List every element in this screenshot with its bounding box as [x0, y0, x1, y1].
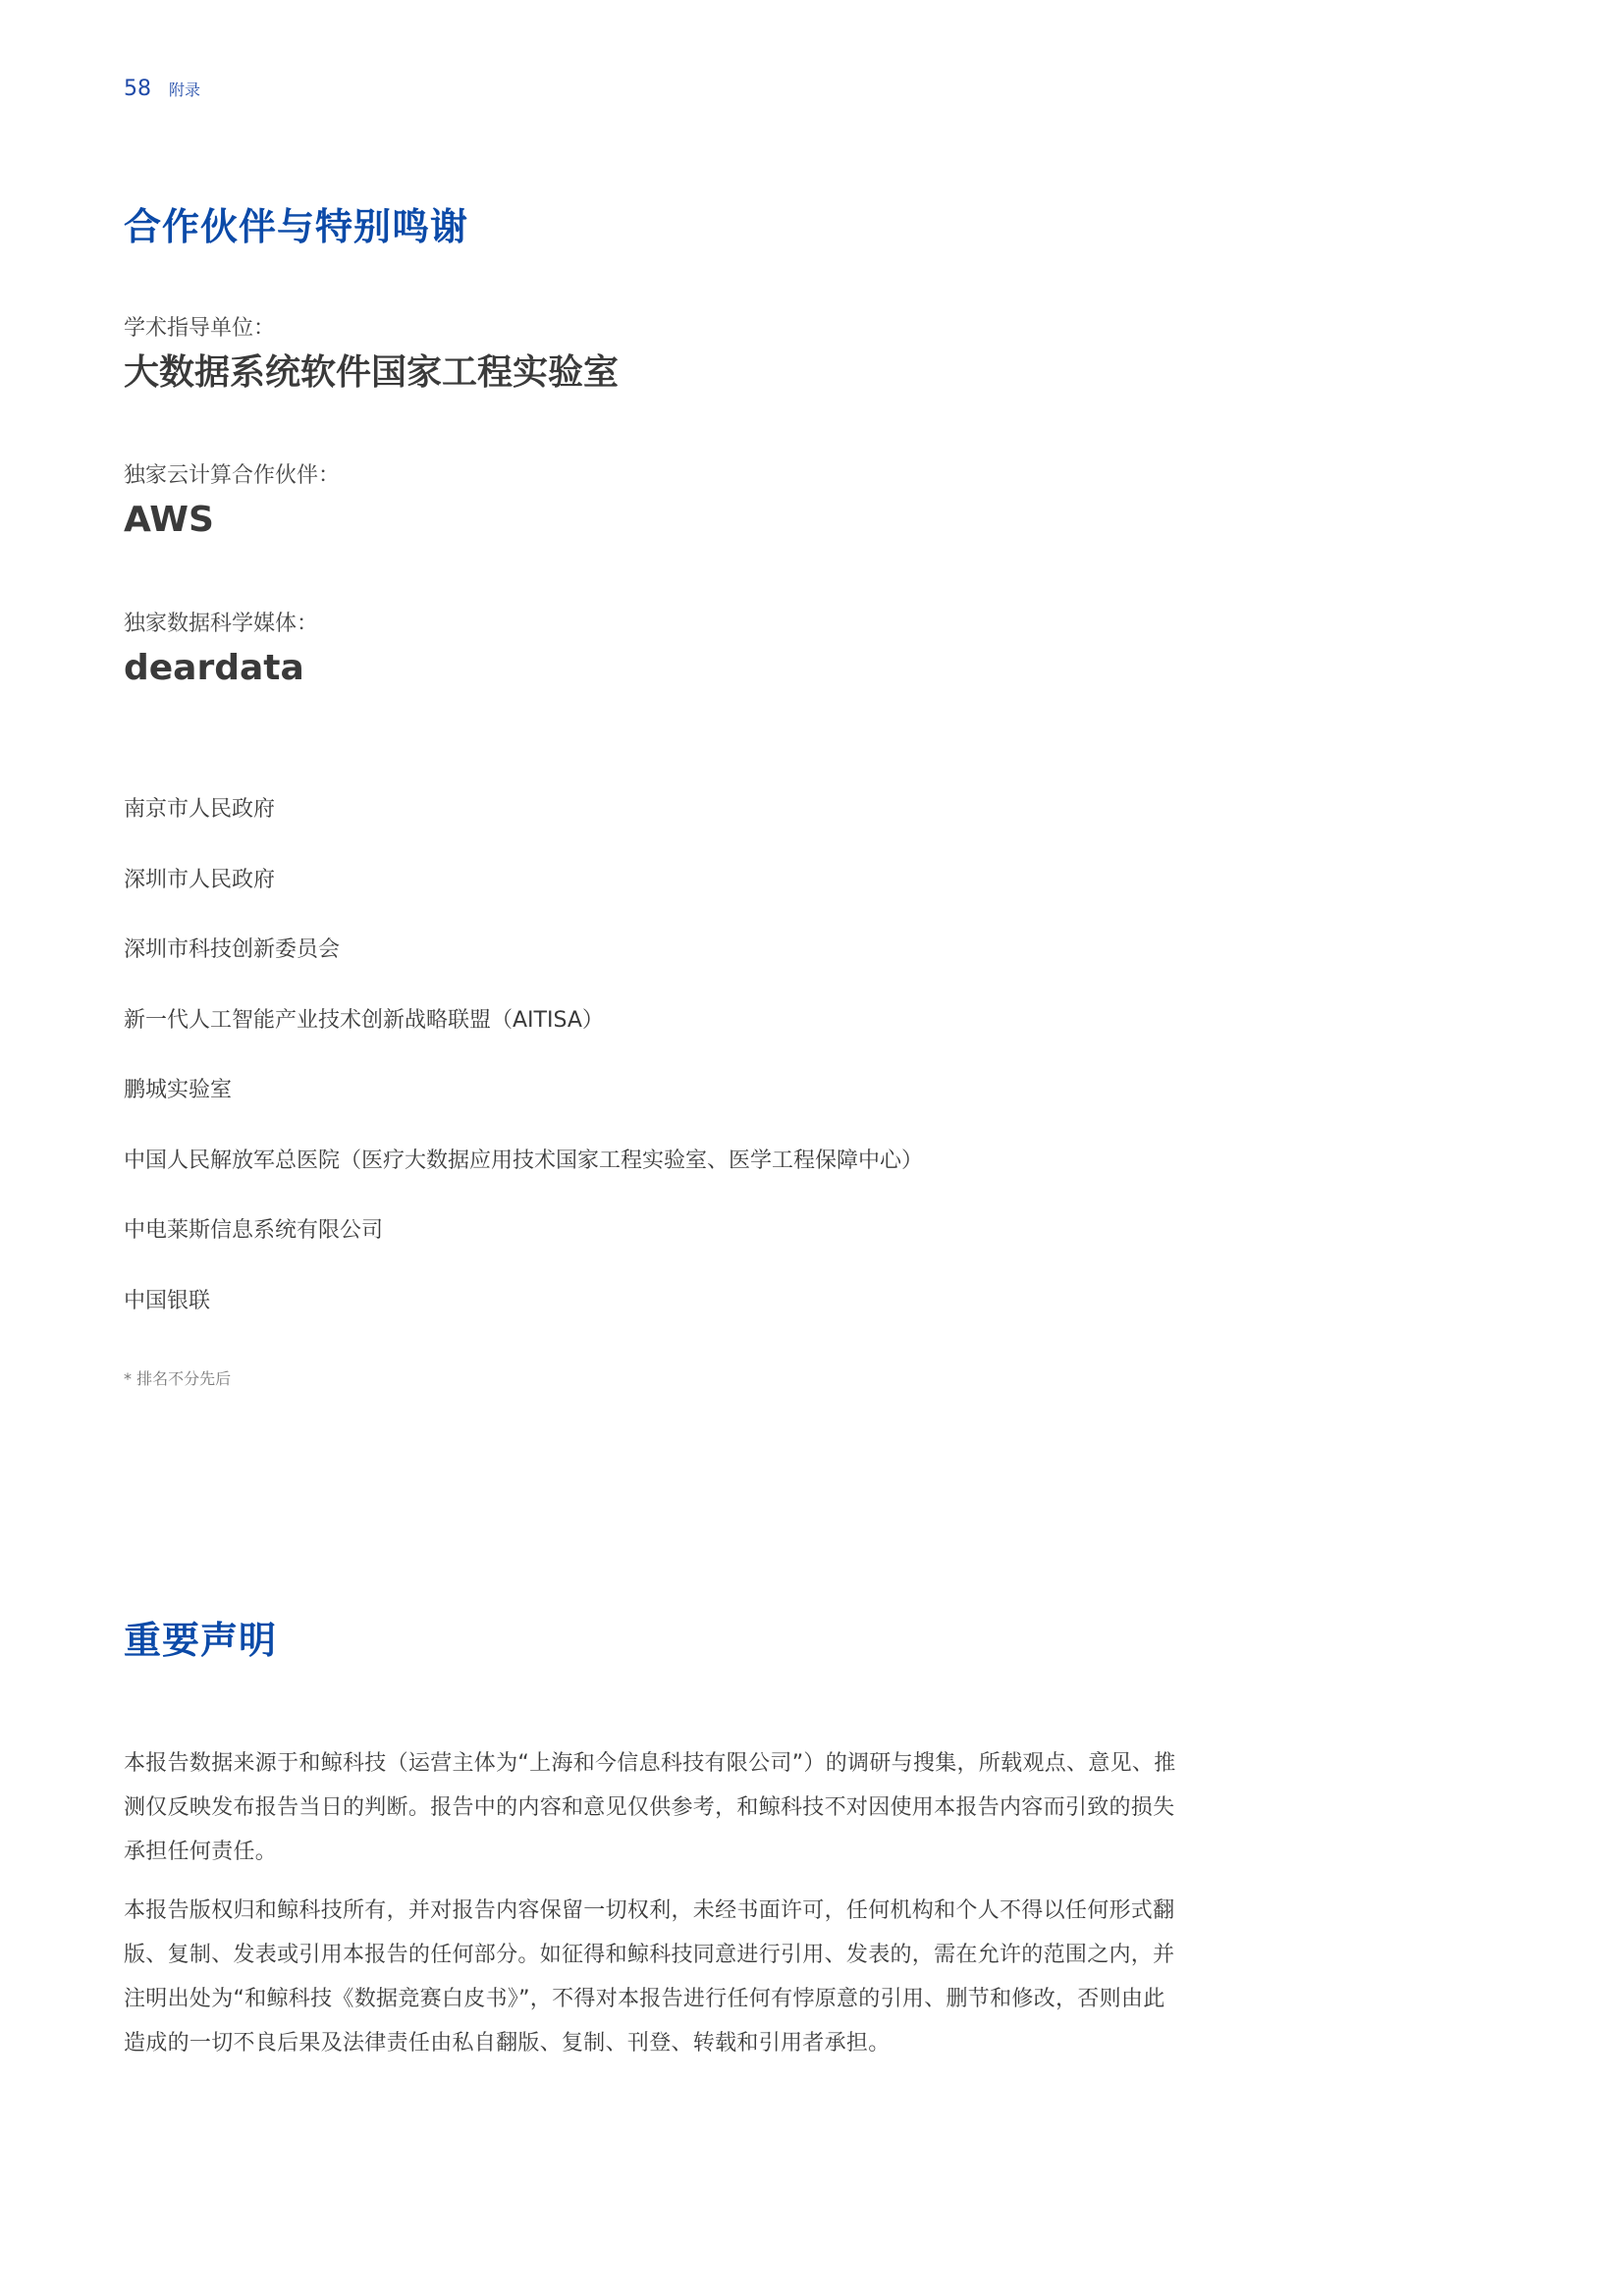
- statement-paragraph-1: 本报告数据来源于和鲸科技（运营主体为“上海和今信息科技有限公司”）的调研与搜集，所载观点、意见、推测仅反映发布报告当日的判断。报告中的内容和意见仅供参考，和鲸科技不对因使用本报告内容而引致的损失承担任何责任。: [124, 1751, 1176, 1864]
- page-number: 58: [124, 77, 151, 101]
- list-item: 中国人民解放军总医院（医疗大数据应用技术国家工程实验室、医学工程保障中心）: [124, 1148, 924, 1173]
- thanks-list: [124, 795, 923, 1357]
- list-item: 鹏城实验室: [124, 1078, 233, 1102]
- cloud-partner-name: AWS: [124, 500, 214, 540]
- cloud-partner: [124, 461, 340, 546]
- academic-partner-label: 学术指导单位：: [124, 316, 276, 341]
- list-item: 南京市人民政府: [124, 797, 276, 822]
- statement-paragraph-2: 本报告版权归和鲸科技所有，并对报告内容保留一切权利，未经书面许可，任何机构和个人不得以任何形式翻版、复制、发表或引用本报告的任何部分。如征得和鲸科技同意进行引用、发表的，需在允许的范围之内，并注明出处为“和鲸科技《数据竞赛白皮书》”，不得对本报告进行任何有悖原意的引用、删节和修改，否则由此造成的一切不良后果及法律责任由私自翻版、复制、刊登、转载和引用者承担。: [124, 1898, 1175, 2056]
- list-item: 深圳市科技创新委员会: [124, 937, 341, 962]
- media-partner-label: 独家数据科学媒体：: [124, 612, 319, 636]
- section-label: 附录: [169, 80, 201, 99]
- list-item: 深圳市人民政府: [124, 867, 276, 892]
- statement-title: 重要声明: [124, 1619, 278, 1662]
- academic-partner-name: 大数据系统软件国家工程实验室: [124, 352, 620, 393]
- list-item: 中国银联: [124, 1288, 211, 1313]
- media-partner: [124, 610, 318, 694]
- list-item: 中电莱斯信息系统有限公司: [124, 1218, 384, 1243]
- list-item: 新一代人工智能产业技术创新战略联盟（AITISA）: [124, 1007, 604, 1033]
- page-header: [124, 77, 200, 101]
- ranking-footnote: * 排名不分先后: [124, 1369, 232, 1388]
- academic-partner: [124, 314, 619, 399]
- partners-title: 合作伙伴与特别鸣谢: [124, 205, 469, 248]
- cloud-partner-label: 独家云计算合作伙伴：: [124, 463, 341, 488]
- media-partner-name: deardata: [124, 648, 304, 688]
